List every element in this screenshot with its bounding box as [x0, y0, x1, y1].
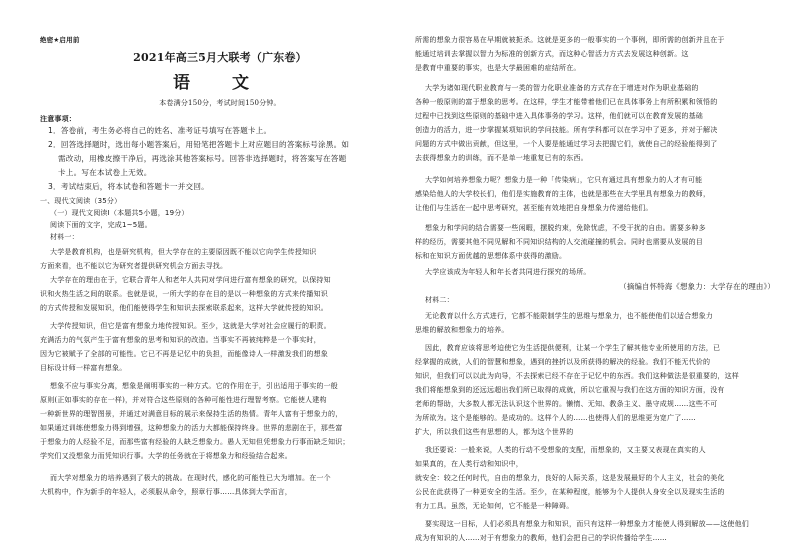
body-line: 去获得想象力的训练，而不是单一地重复已有的东西。: [415, 154, 588, 162]
body-line: 大机构中，作为新手的年轻人，必须服从命令，照章行事……具体到大学而言，: [40, 488, 292, 496]
body-line: 就安全：较之任何时代，自由的想象力，良好的人际关系，这是发展最好的个人主义，社会的美化: [415, 474, 725, 482]
body-line: 有力工具。虽然，无论如何，它不能是一种障碍。: [415, 502, 574, 510]
body-line: 扩大，所以我们这些有思想的人，都为这个世界的: [415, 428, 574, 436]
note-item: 卡上。写在本试卷上无效。: [58, 168, 152, 177]
body-line: 大学存在的理由在于，它联合青年人和老年人共同对学问进行富有想象的研究，以保持知: [50, 276, 331, 284]
body-line: 标和在知识方面优越的思想体系中获得的激励。: [415, 252, 567, 260]
body-line: 为所欲为。这个是能够的。是成功的。这样个人的……也使得人们的思维更为宽广了……: [415, 414, 696, 422]
note-item: 2．回答选择题时，选出每小题答案后，用铅笔把答题卡上对应题目的答案标号涂黑。如: [48, 140, 350, 149]
body-line: 能通过培训去掌握以智力为标准的创新方式，而这种心智活力方式去发展这种创新。这: [415, 50, 689, 58]
body-line: 识和火热生活之间的联系。也就是说，一所大学的存在目的是以一种想象的方式来传播知识: [40, 290, 328, 298]
body-line: 原则(正如事实的存在一样)，并对符合这些原则的各种可能性进行理智考察。它能使人建构: [40, 396, 327, 404]
body-line: 感染给他人的大学校长们，他们是实施教育的主体，也就是那些在大学里具有想象力的教师，: [415, 190, 711, 198]
body-line: 想象力和学问的结合需要一些闲暇，摆脱约束，免除忧虑，不受干扰的自由。需要多种多: [425, 224, 706, 232]
body-line: 因此，教育应该将思考迫使它为生活提供便利，让某一个学生了解其他专业所使用的方法，已: [425, 344, 721, 352]
body-line: 学究们又没想象力而凭知识行事。大学的任务就在于将想象力和经验结合起来。: [40, 452, 292, 460]
body-line: 大学传授知识，但它是富有想象力地传授知识。至少，这就是大学对社会应履行的职责。: [50, 322, 331, 330]
reading-instruction: 阅读下面的文字，完成1~5题。: [50, 221, 152, 229]
body-line: 思维的解放和想象力的培养。: [415, 326, 509, 334]
body-line: 因为它被赋予了全部的可能性。它已不再是记忆中的负担，而能像诗人一样激发我们的想象: [40, 350, 328, 358]
body-line: 的方式传授和发展知识，他们能使得学生和知识去探索联系起来，这样大学就传授的知识。: [40, 304, 328, 312]
confidential-label: 绝密★启用前: [40, 36, 80, 44]
body-line: 我们将能想象到的还远远超出我们所已取得的成就，所以它重视与我们在这方面的知识方面，没有: [415, 386, 725, 394]
body-line: 于想象力的人经验不足，而那些富有经验的人缺乏想象力。愚人无知但凭想象力行事而缺乏知识；: [40, 438, 350, 446]
body-line: 过程中已找到这些原则的基础中进入具体事务的学习。这样，他们就可以在教育发展的基础: [415, 112, 703, 120]
material-label: 材料二：: [425, 296, 454, 304]
body-line: 成为有知识的人……对于有想象力的教师，他们会把自己的学识传播给学生……: [415, 534, 667, 542]
body-line: 知识，但我们可以以此为向导，不去探索已经不存在于记忆中的东西。我们这种做法是很重要的，这样: [415, 372, 739, 380]
body-line: 如果通过训练使想象力得到增强，这种想象力的活力大都能保持终身。世界的悲剧在于，那些富: [40, 424, 343, 432]
body-line: 我还要说：一般来说，人类的行动不受想象的支配，而想象的，又主要又表现在真实的人: [425, 446, 706, 454]
body-line: 创造力的活力，进一步掌握某项知识的学问技能。所有学科都可以在学习中了更多，并对于解决: [415, 126, 718, 134]
subject-title: 语 文: [173, 74, 267, 93]
body-line: 一种新世界的理智图景，并通过对满意目标的展示来保持生活的热情。青年人富有于想象力的，: [40, 410, 343, 418]
body-line: 大学应该成为年轻人和年长者共同进行探究的场所。: [425, 268, 591, 276]
body-line: 大学如何培养想象力呢？想象力是一种「传染病」，它只有通过具有想象力的人才有可能: [425, 176, 703, 184]
body-line: 目标设计师一样富有想象。: [40, 364, 127, 372]
notes-heading: 注意事项：: [40, 114, 76, 123]
body-line: 是教育中重要的事实，也是大学最困难的症结所在。: [415, 64, 581, 72]
body-line: 问题的方式中做出贡献，但这里，一个人要是能通过学习去把握它们，就使自己的经验能得到了: [415, 140, 718, 148]
body-line: 而大学对想象力的培养遇到了极大的挑战。在现时代，感化的可能性已大为增加。在一个: [50, 474, 331, 482]
body-line: 无论教育以什么方式进行，它都不能限制学生的思维与想象力，也不能使他们以适合想象力: [425, 312, 713, 320]
body-line: 老师的帮助，大多数人都无法认识这个世界的。懒惰、无知、教条主义、墨守成规……这些不可: [415, 400, 718, 408]
body-line: 充满活力的气氛产生于富有想象的思考和知识的改造。当事实不再被纯粹是一个事实时，: [40, 336, 321, 344]
body-line: 大学为诸如现代职业教育与一类的智力化职业准备的方式存在于增进对作为职业基础的: [425, 84, 699, 92]
body-line: 方面来看，也不能以它为研究者提供研究机会方面去寻找。: [40, 262, 228, 270]
exam-info: 本卷满分150分，考试时间150分钟。: [159, 99, 281, 107]
body-line: 让他们与生活在一起中思考研究，甚至能有效地把自身想象力传递给他们。: [415, 204, 653, 212]
body-line: 大学是教育机构，也是研究机构，但大学存在的主要原因既不能以它向学生传授知识: [50, 248, 317, 256]
source-citation: （摘编自怀特海《想象力：大学存在的理由》）: [619, 282, 775, 291]
body-line: 公民在此获得了一种更安全的生活。至少，在某种程度，能够为个人提供人身安全以及现实生活的: [415, 488, 725, 496]
body-line: 所需的想象力很容易在早期就被扼杀。这就是更多的一般事实的一个事例，即所需的创新并且在于: [415, 36, 725, 44]
body-line: 样的经历，需要其他不同见解和不同知识结构的人交流碰撞的机会。同时也需要从发展的目: [415, 238, 703, 246]
body-line: 经掌握的成就，人们的智慧和想象，遇到的挫折以及所获得的解决的经验。我们不能无代价的: [415, 358, 711, 366]
note-item: 3．考试结束后，将本试卷和答题卡一并交回。: [48, 182, 209, 191]
note-item: 需改动，用橡皮擦干净后，再选涂其他答案标号。回答非选择题时，将答案写在答题: [58, 154, 347, 163]
material-label: 材料一：: [50, 233, 79, 241]
body-line: 要实现这一目标，人们必须具有想象力和知识，而只有这样一种想象力才能使人得到解放——这使他们: [425, 520, 749, 528]
body-line: 如果真的，在人类行动和知识中，: [415, 460, 523, 468]
section-heading: 一、现代文阅读（35分）: [40, 197, 122, 205]
subsection-heading: （一）现代文阅读Ⅰ（本题共5小题，19分）: [50, 209, 189, 217]
note-item: 1．答卷前，考生务必将自己的姓名、准考证号填写在答题卡上。: [48, 126, 272, 135]
exam-title: 2021年高三5月大联考（广东卷）: [133, 51, 307, 64]
body-line: 想象不应与事实分离，想象是阐明事实的一种方式。它的作用在于，引出适用于事实的一般: [50, 382, 338, 390]
body-line: 各种一般原则的富于想象的思考。在这样，学生才能带着他们已在具体事务上有所积累和领悟的: [415, 98, 718, 106]
